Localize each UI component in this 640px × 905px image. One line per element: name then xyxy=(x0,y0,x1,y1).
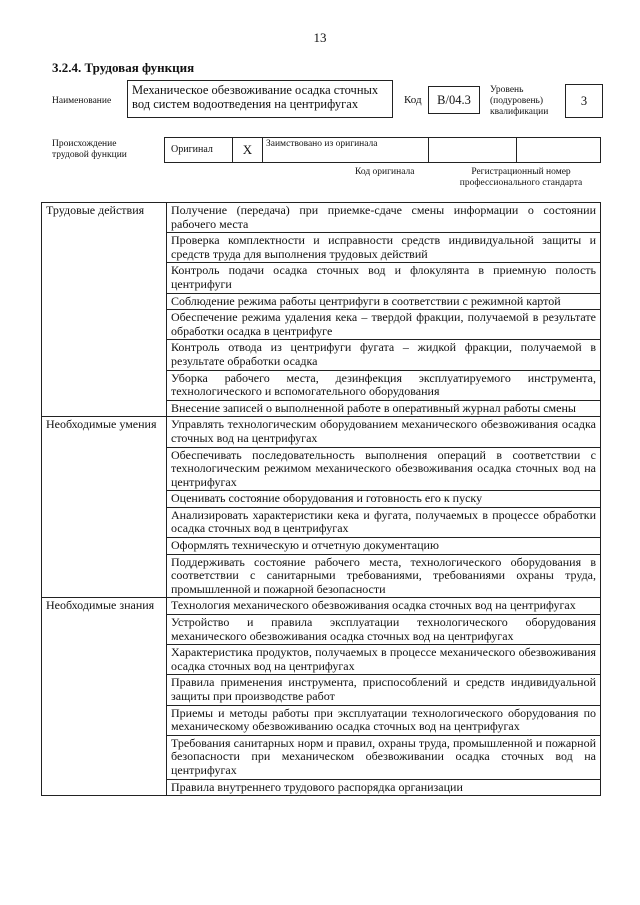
item-cell: Проверка комплектности и исправности средств индивидуальной защиты и средств труда для выполнения трудовых действий xyxy=(167,233,601,263)
section-title: 3.2.4. Трудовая функция xyxy=(52,60,195,75)
item-cell: Соблюдение режима работы центрифуги в соответствии с режимной картой xyxy=(167,293,601,310)
function-table-body xyxy=(42,203,601,796)
page-number: 13 xyxy=(313,30,327,45)
item-cell: Требования санитарных норм и правил, охраны труда, промышленной и пожарной безопасности при механическом обезвоживании осадка сточных вод на центрифугах xyxy=(167,735,601,779)
table-row xyxy=(42,417,601,447)
item-cell: Уборка рабочего места, дезинфекция эксплуатируемого инструмента, технологического и вспомогательного оборудования xyxy=(167,370,601,400)
item-cell: Устройство и правила эксплуатации технологического оборудования механического обезвоживания осадка сточных вод на центрифугах xyxy=(167,615,601,645)
item-cell: Технология механического обезвоживания осадка сточных вод на центрифугах xyxy=(167,598,601,615)
origin-label: Происхождение трудовой функции xyxy=(52,139,127,160)
function-table xyxy=(41,202,601,796)
item-cell: Контроль подачи осадка сточных вод и флокулянта в приемную полость центрифуги xyxy=(167,263,601,293)
category-cell: Трудовые действия xyxy=(42,203,167,417)
item-cell: Обеспечение режима удаления кека – твердой фракции, получаемой в результате обработки осадка в центрифуге xyxy=(167,310,601,340)
item-cell: Управлять технологическим оборудованием механического обезвоживания осадка сточных вод на центрифугах xyxy=(167,417,601,447)
item-cell: Правила внутреннего трудового распорядка организации xyxy=(167,779,601,796)
table-row xyxy=(42,203,601,233)
code-value: B/04.3 xyxy=(428,86,480,114)
name-label: Наименование xyxy=(52,96,112,106)
item-cell: Внесение записей о выполненной работе в оперативный журнал работы смены xyxy=(167,400,601,417)
item-cell: Характеристика продуктов, получаемых в процессе механического обезвоживания осадка сточных вод на центрифугах xyxy=(167,645,601,675)
code-original-cell xyxy=(429,138,517,162)
origin-row xyxy=(164,137,601,163)
original-label: Оригинал xyxy=(165,138,233,162)
original-mark: X xyxy=(233,138,263,162)
item-cell: Обеспечивать последовательность выполнения операций в соответствии с технологическим режимом механического обезвоживания осадка сточных вод на центрифугах xyxy=(167,447,601,491)
level-value: 3 xyxy=(565,84,603,118)
table-row xyxy=(42,598,601,615)
code-original-caption: Код оригинала xyxy=(355,167,415,177)
item-cell: Оценивать состояние оборудования и готовность его к пуску xyxy=(167,491,601,508)
item-cell: Оформлять техническую и отчетную документацию xyxy=(167,538,601,555)
item-cell: Поддерживать состояние рабочего места, технологического оборудования в соответствии с санитарными требованиями, требованиями охраны труда, промышленной и пожарной безопасности xyxy=(167,554,601,598)
category-cell: Необходимые умения xyxy=(42,417,167,598)
item-cell: Правила применения инструмента, приспособлений и средств индивидуальной защиты при производстве работ xyxy=(167,675,601,705)
reg-number-caption: Регистрационный номер профессионального стандарта xyxy=(459,167,583,188)
item-cell: Приемы и методы работы при эксплуатации технологического оборудования по механическому обезвоживанию осадка сточных вод на центрифугах xyxy=(167,705,601,735)
code-label: Код xyxy=(404,94,422,106)
item-cell: Получение (передача) при приемке-сдаче смены информации о состоянии рабочего места xyxy=(167,203,601,233)
level-label: Уровень (подуровень) квалификации xyxy=(490,85,549,117)
category-cell: Необходимые знания xyxy=(42,598,167,796)
item-cell: Анализировать характеристики кека и фугата, получаемых в процессе обработки осадка сточных вод в центрифугах xyxy=(167,507,601,537)
name-value: Механическое обезвоживание осадка сточных вод систем водоотведения на центрифугах xyxy=(127,80,393,118)
borrowed-label: Заимствовано из оригинала xyxy=(263,138,429,162)
reg-number-cell xyxy=(517,138,600,162)
item-cell: Контроль отвода из центрифуги фугата – жидкой фракции, получаемой в результате обработки осадка xyxy=(167,340,601,370)
